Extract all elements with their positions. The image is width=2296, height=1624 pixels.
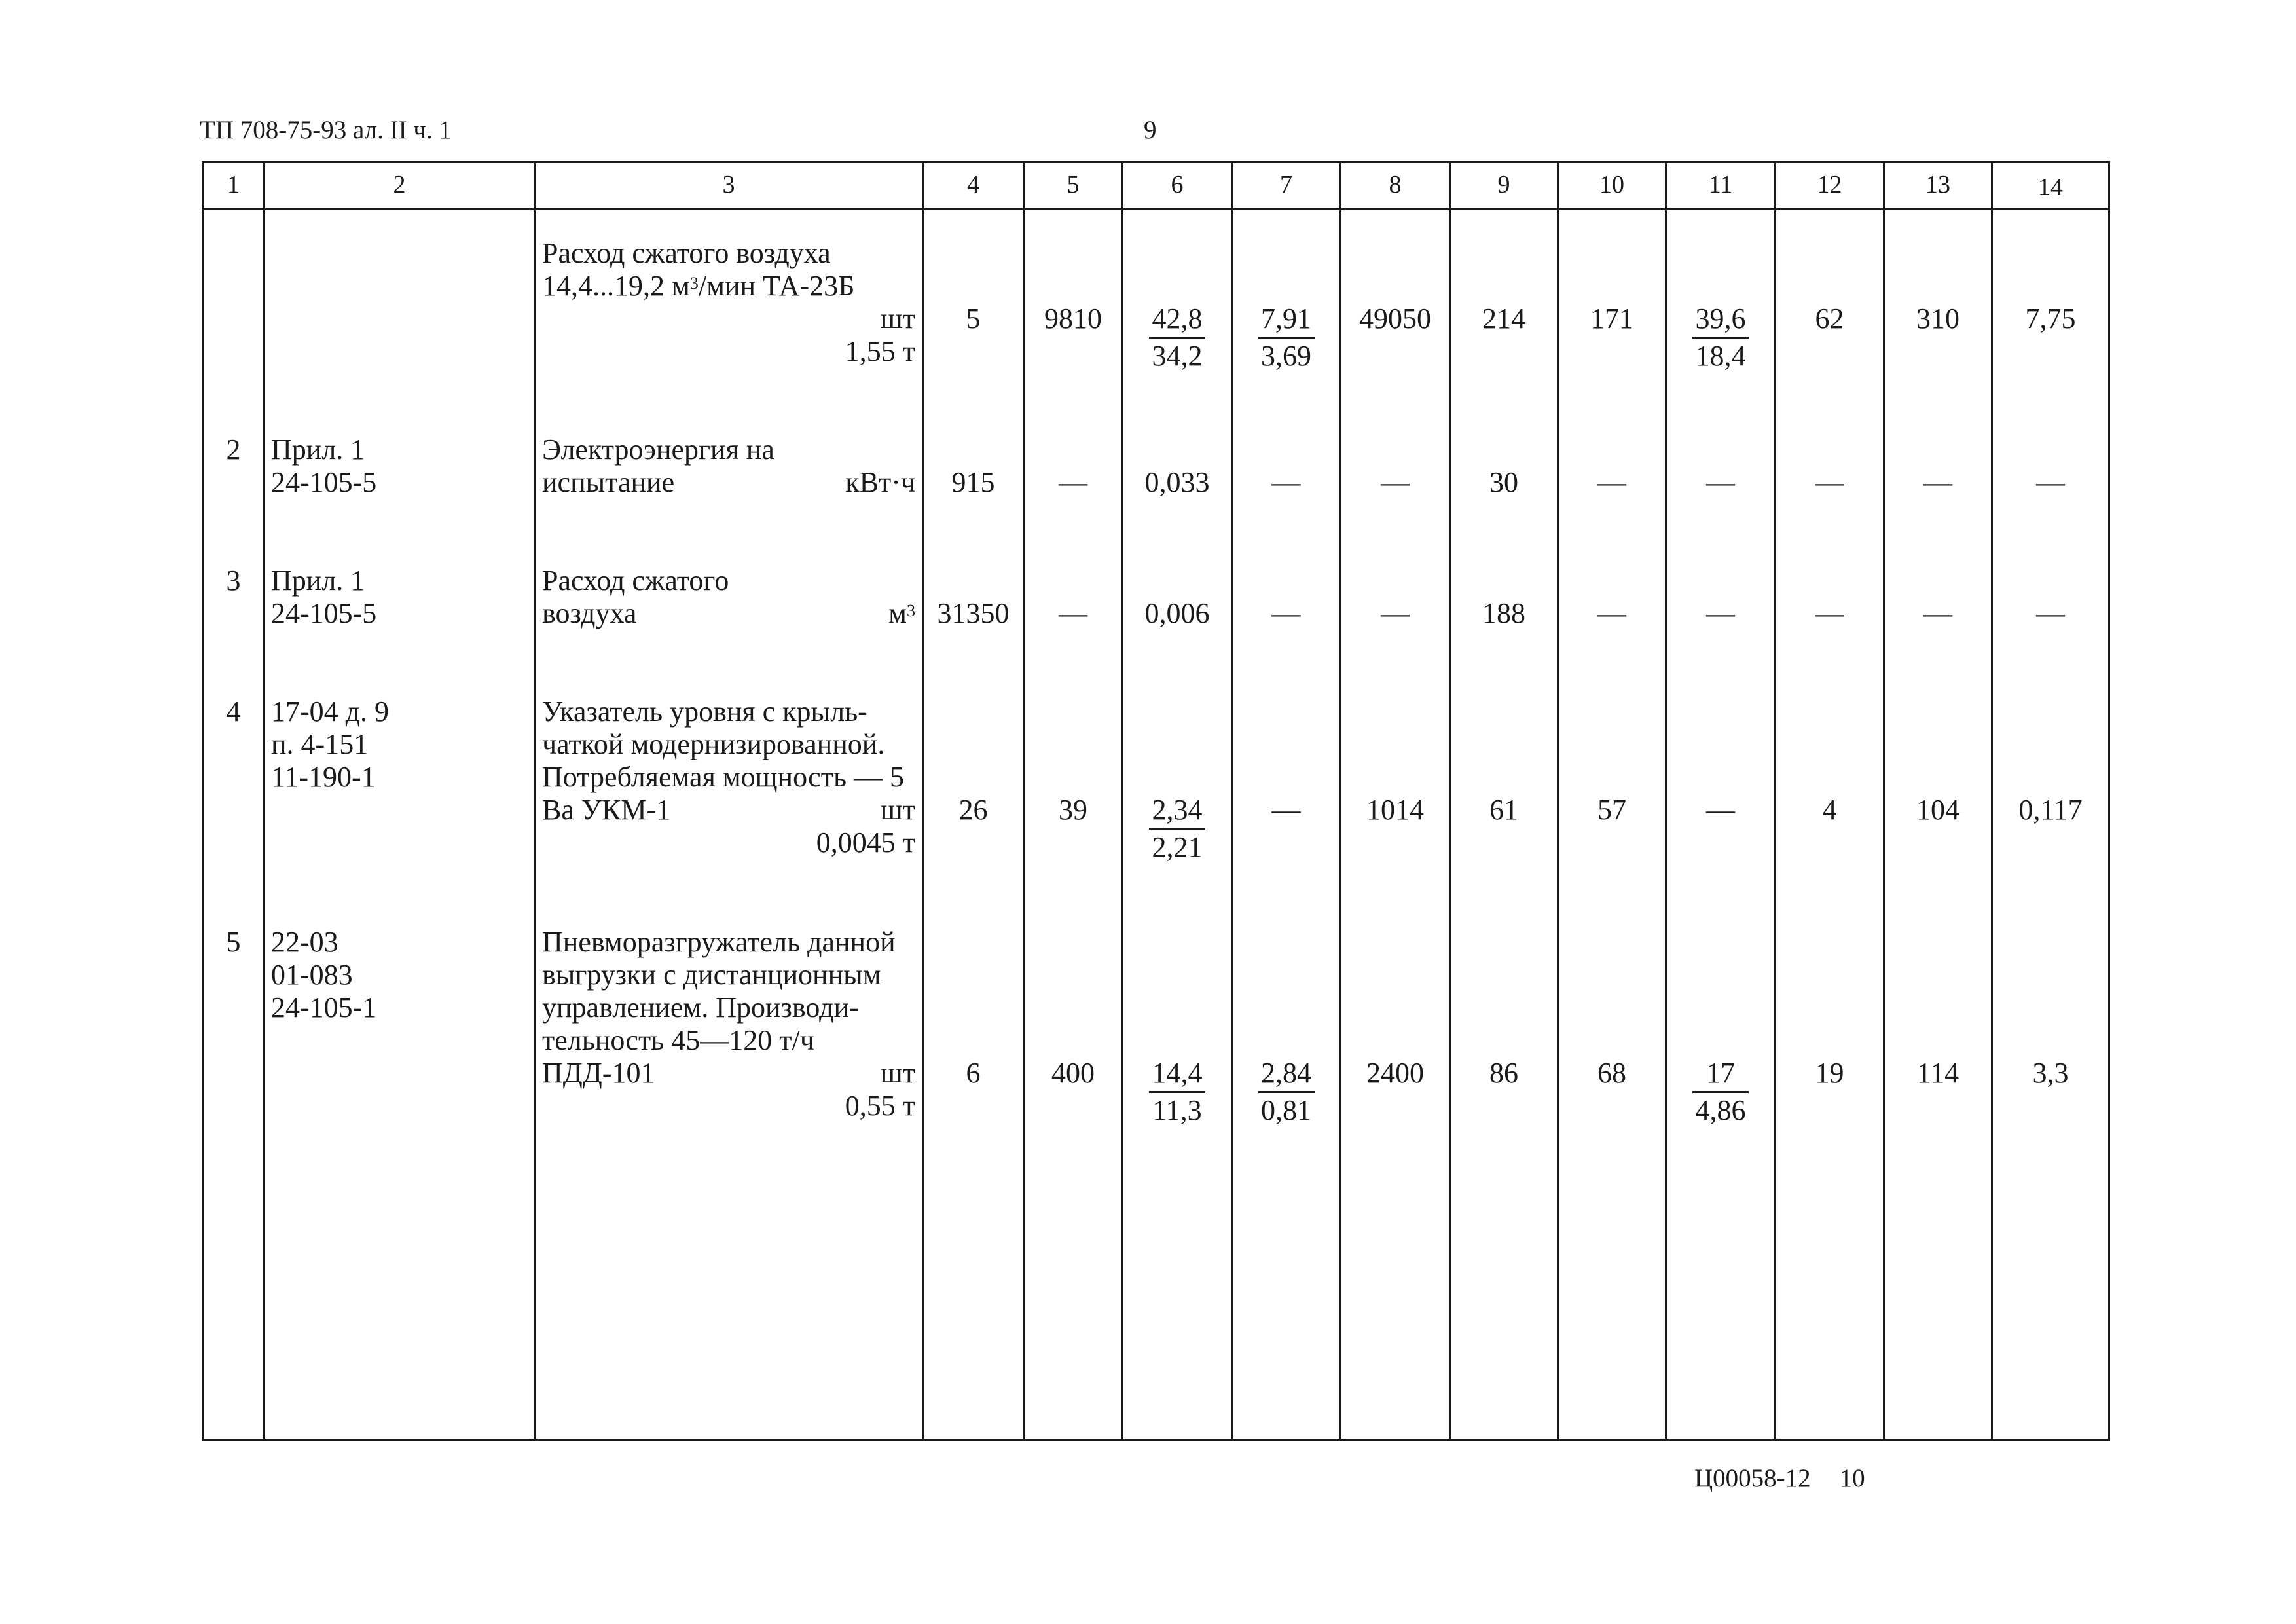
fraction-denominator: 4,86	[1695, 1094, 1746, 1126]
cell-c6-fraction	[1123, 1057, 1231, 1127]
cell-c11: —	[1706, 794, 1735, 826]
description-line	[542, 1057, 915, 1090]
column-number: 6	[1171, 171, 1184, 198]
unit-label: кВт·ч	[845, 466, 915, 498]
column-number: 14	[2038, 174, 2063, 201]
reference-line: 01-083	[271, 959, 353, 991]
cell-c4: 31350	[937, 597, 1010, 629]
row-number: 3	[226, 564, 241, 597]
unit-label: шт	[880, 794, 915, 826]
cell-c6-fraction	[1123, 303, 1231, 373]
footer-code	[1694, 1464, 1865, 1493]
description-line-text: воздуха	[542, 597, 637, 629]
cell-c8: —	[1381, 597, 1410, 629]
column-number: 7	[1280, 171, 1292, 198]
cell-c8: 49050	[1359, 303, 1431, 335]
description-line: чаткой модернизированной.	[542, 728, 885, 760]
description-line-text: Ва УКМ-1	[542, 794, 671, 826]
description-line: Указатель уровня с крыль-	[542, 695, 867, 728]
column-number: 4	[967, 171, 979, 198]
cell-c12: 19	[1815, 1057, 1844, 1089]
cell-c8: 1014	[1366, 794, 1424, 826]
cell-c14: 3,3	[2032, 1057, 2069, 1089]
fraction-denominator: 0,81	[1261, 1094, 1311, 1126]
cell-c11-fraction	[1667, 303, 1774, 373]
column-number: 5	[1066, 171, 1080, 198]
cell-c9: 30	[1489, 466, 1518, 498]
column-number: 10	[1599, 171, 1624, 198]
row-description	[542, 926, 915, 1122]
fraction-denominator: 3,69	[1261, 340, 1311, 372]
reference-line: 17-04 д. 9	[271, 695, 390, 728]
cell-c12: 62	[1815, 303, 1844, 335]
reference-line: п. 4-151	[271, 728, 369, 760]
row-description	[542, 237, 915, 368]
cell-c8: —	[1381, 466, 1410, 498]
weight-label: 0,55 т	[845, 1090, 915, 1122]
cell-c10: —	[1597, 597, 1626, 629]
cell-c6: 0,006	[1144, 597, 1210, 629]
fraction-numerator: 14,4	[1152, 1057, 1203, 1089]
row-description	[542, 434, 915, 499]
column-number: 11	[1708, 171, 1733, 198]
cell-c7-fraction	[1233, 1057, 1339, 1127]
cell-c13: —	[1923, 597, 1952, 629]
column-number: 2	[393, 171, 406, 198]
unit-label	[888, 597, 915, 630]
cell-c4: 26	[958, 794, 988, 826]
cell-c10: 171	[1590, 303, 1633, 335]
cell-c5: 400	[1051, 1057, 1095, 1089]
row-reference	[271, 695, 389, 794]
cell-c9: 214	[1482, 303, 1525, 335]
description-line: выгрузки с дистанционным	[542, 959, 881, 991]
cell-c10: —	[1597, 466, 1626, 498]
row-description	[542, 695, 915, 859]
cell-c5: 39	[1059, 794, 1087, 826]
row-reference	[271, 434, 376, 499]
cell-c14: 7,75	[2025, 303, 2076, 335]
cell-c5: —	[1059, 597, 1087, 629]
description-line: Электроэнергия на	[542, 434, 774, 466]
weight-label: 1,55 т	[845, 335, 915, 367]
description-line: Расход сжатого	[542, 564, 729, 597]
reference-line: 24-105-5	[271, 466, 377, 498]
cell-c6: 0,033	[1144, 466, 1210, 498]
cell-c12: 4	[1822, 794, 1837, 826]
description-line: управлением. Производи-	[542, 991, 859, 1024]
cell-c7: —	[1271, 466, 1301, 498]
cell-c7: —	[1271, 597, 1301, 629]
row-number: 4	[226, 695, 241, 728]
fraction-denominator: 11,3	[1152, 1094, 1202, 1126]
unit-label: шт	[880, 303, 915, 335]
footer-sheet-number: 10	[1839, 1464, 1865, 1492]
fraction-numerator: 42,8	[1152, 303, 1203, 335]
cell-c4: 5	[966, 303, 981, 335]
column-number: 9	[1497, 171, 1510, 198]
description-line-text: ПДД-101	[542, 1057, 655, 1089]
description-line-text: испытание	[542, 466, 675, 498]
reference-line: 22-03	[271, 926, 338, 958]
cell-c14: 0,117	[2018, 794, 2083, 826]
cell-c13: 114	[1916, 1057, 1959, 1089]
column-number: 8	[1389, 171, 1402, 198]
column-number: 12	[1817, 171, 1842, 198]
cell-c14: —	[2036, 466, 2065, 498]
document-code: ТП 708-75-93 ал. II ч. 1	[200, 116, 452, 144]
row-number: 2	[226, 434, 241, 466]
column-number: 1	[227, 171, 240, 198]
description-line	[542, 794, 915, 826]
reference-line: 24-105-5	[271, 597, 377, 629]
cell-c7: —	[1271, 794, 1301, 826]
row-description	[542, 564, 915, 630]
cell-c4: 915	[951, 466, 995, 498]
cell-c11: —	[1706, 597, 1735, 629]
weight-label: 0,0045 т	[816, 826, 915, 858]
cell-c4: 6	[966, 1057, 981, 1089]
fraction-numerator: 2,34	[1152, 794, 1203, 826]
cell-c7-fraction	[1233, 303, 1339, 373]
fraction-numerator: 2,84	[1261, 1057, 1311, 1089]
cell-c11: —	[1706, 466, 1735, 498]
reference-line: Прил. 1	[271, 434, 365, 466]
cell-c13: 104	[1916, 794, 1959, 826]
cell-c11-fraction	[1667, 1057, 1774, 1127]
description-line	[542, 597, 915, 630]
row-number: 5	[226, 926, 241, 958]
cell-c8: 2400	[1366, 1057, 1424, 1089]
description-line: Потребляемая мощность — 5	[542, 761, 905, 793]
cell-c9: 86	[1489, 1057, 1518, 1089]
fraction-denominator: 2,21	[1152, 831, 1203, 863]
fraction-denominator: 18,4	[1695, 340, 1746, 372]
cell-c5: —	[1059, 466, 1087, 498]
footer-doc-code: Ц00058-12	[1694, 1464, 1811, 1492]
superscript: 3	[907, 601, 915, 620]
column-number: 3	[722, 171, 735, 198]
row-reference	[271, 926, 376, 1024]
reference-line: 24-105-1	[271, 991, 377, 1024]
description-line	[542, 270, 915, 303]
cell-c12: —	[1815, 597, 1844, 629]
fraction-numerator: 17	[1706, 1057, 1735, 1089]
unit-label: шт	[880, 1057, 915, 1089]
superscript: 3	[689, 274, 699, 293]
page-number: 9	[1144, 116, 1157, 144]
cell-c10: 57	[1597, 794, 1626, 826]
fraction-numerator: 7,91	[1261, 303, 1311, 335]
reference-line: 11-190-1	[271, 761, 376, 793]
fraction-numerator: 39,6	[1695, 303, 1746, 335]
description-line-part: /мин ТА-23Б	[698, 270, 855, 302]
description-line: тельность 45—120 т/ч	[542, 1024, 814, 1056]
reference-line: Прил. 1	[271, 564, 365, 597]
cell-c13: —	[1923, 466, 1952, 498]
cell-c5: 9810	[1044, 303, 1102, 335]
cell-c12: —	[1815, 466, 1844, 498]
cell-c13: 310	[1916, 303, 1959, 335]
cell-c14: —	[2036, 597, 2065, 629]
cell-c10: 68	[1597, 1057, 1626, 1089]
description-line: Расход сжатого воздуха	[542, 237, 831, 269]
row-reference	[271, 564, 376, 630]
fraction-denominator: 34,2	[1152, 340, 1203, 372]
description-line-part: 14,4...19,2 м	[542, 270, 690, 302]
description-line	[542, 466, 915, 499]
cell-c9: 188	[1482, 597, 1525, 629]
cell-c9: 61	[1489, 794, 1518, 826]
description-line: Пневморазгружатель данной	[542, 926, 896, 958]
column-number: 13	[1925, 171, 1950, 198]
cell-c6-fraction	[1123, 794, 1231, 864]
unit-label-text: м	[888, 597, 907, 629]
